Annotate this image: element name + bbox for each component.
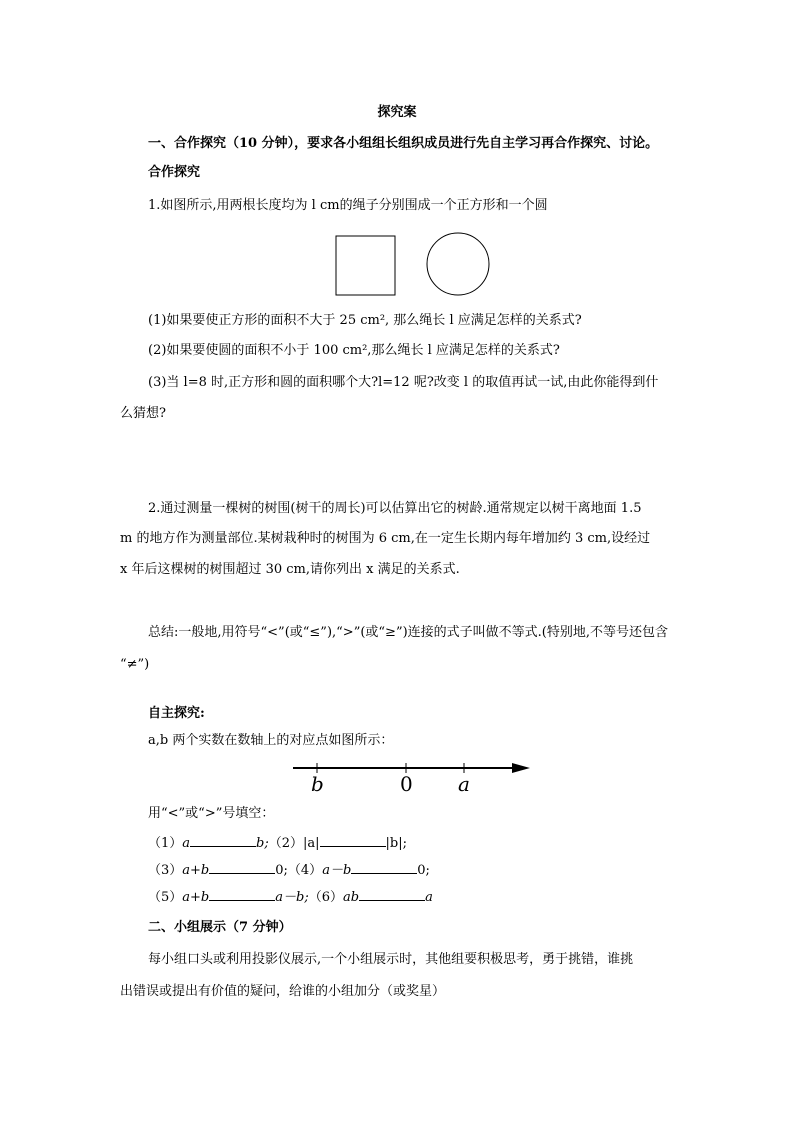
q1-part3-line2: 么猜想? — [120, 406, 166, 421]
q1-part3-line1: (3)当 l=8 时,正方形和圆的面积哪个大?l=12 呢?改变 l 的取值再试一试,由此你能得到什 — [148, 375, 659, 390]
self-intro: a,b 两个实数在数轴上的对应点如图所示： — [148, 733, 394, 748]
item3-blank[interactable] — [209, 860, 275, 874]
item2-blank[interactable] — [320, 833, 386, 847]
item6-num: （6） — [308, 890, 343, 905]
fill-row-3 — [148, 887, 433, 907]
item2-lhs: |a| — [303, 836, 320, 851]
item3-rhs: 0; — [275, 863, 288, 878]
square-circle-figure — [330, 230, 500, 300]
fill-instruction: 用“<”或“>”号填空： — [148, 806, 275, 821]
section2-line1: 每小组口头或利用投影仪展示,一个小组展示时，其他组要积极思考，勇于挑错，谁挑 — [148, 952, 634, 967]
summary-line2: “≠”) — [120, 657, 150, 672]
q2-line1: 2.通过测量一棵树的树围(树干的周长)可以估算出它的树龄.通常规定以树干离地面 1.5 — [148, 501, 642, 516]
item4-blank[interactable] — [351, 860, 417, 874]
summary-line1: 总结:一般地,用符号“<”(或“≤”),“>”(或“≥”)连接的式子叫做不等式.(特别地,不等号还包含 — [148, 625, 669, 640]
label-a: a — [458, 772, 470, 796]
fill-row-2 — [148, 860, 430, 880]
item5-num: （5） — [148, 890, 183, 905]
item2-num: （2） — [268, 836, 304, 851]
circle-shape — [427, 233, 489, 295]
item1-num: （1） — [148, 836, 183, 851]
q1-part2: (2)如果要使圆的面积不小于 100 cm²,那么绳长 l 应满足怎样的关系式? — [148, 343, 560, 358]
label-b: b — [311, 772, 324, 796]
item6-lhs: ab — [342, 890, 360, 905]
item6-blank[interactable] — [359, 887, 425, 901]
section2-heading: 二、小组展示（7 分钟） — [148, 920, 292, 935]
item1-blank[interactable] — [190, 833, 256, 847]
item4-lhs: a－b — [322, 863, 352, 878]
self-label: 自主探究: — [148, 706, 205, 721]
item1-lhs: a — [182, 836, 191, 851]
item3-lhs: a+b — [182, 863, 210, 878]
item5-blank[interactable] — [209, 887, 275, 901]
coop-label: 合作探究 — [148, 165, 201, 180]
item1-rhs: b; — [256, 836, 269, 851]
q2-line3: x 年后这棵树的树围超过 30 cm,请你列出 x 满足的关系式. — [120, 562, 460, 577]
item3-num: （3） — [148, 863, 183, 878]
item2-rhs: |b|; — [385, 836, 408, 851]
item5-rhs: a－b; — [275, 890, 309, 905]
number-line — [290, 758, 535, 796]
fill-row-1 — [148, 833, 407, 853]
q1-stem: 1.如图所示,用两根长度均为 l cm的绳子分别围成一个正方形和一个圆 — [148, 198, 548, 213]
item5-lhs: a+b — [182, 890, 210, 905]
section2-line2: 出错误或提出有价值的疑问，给谁的小组加分（或奖星） — [120, 984, 446, 999]
square-shape — [336, 236, 395, 295]
page-title: 探究案 — [377, 105, 417, 120]
number-line-arrow-icon — [512, 763, 530, 773]
q2-line2: m 的地方作为测量部位.某树栽种时的树围为 6 cm,在一定生长期内每年增加约 3 cm,设经过 — [120, 531, 651, 546]
item6-rhs: a — [425, 890, 433, 905]
item4-num: （4） — [287, 863, 323, 878]
section1-heading: 一、合作探究（10 分钟），要求各小组组长组织成员进行先自主学习再合作探究、讨论。 — [148, 136, 659, 151]
item4-rhs: 0; — [417, 863, 430, 878]
label-zero: 0 — [400, 772, 413, 796]
q1-part1: (1)如果要使正方形的面积不大于 25 cm², 那么绳长 l 应满足怎样的关系式? — [148, 313, 582, 328]
